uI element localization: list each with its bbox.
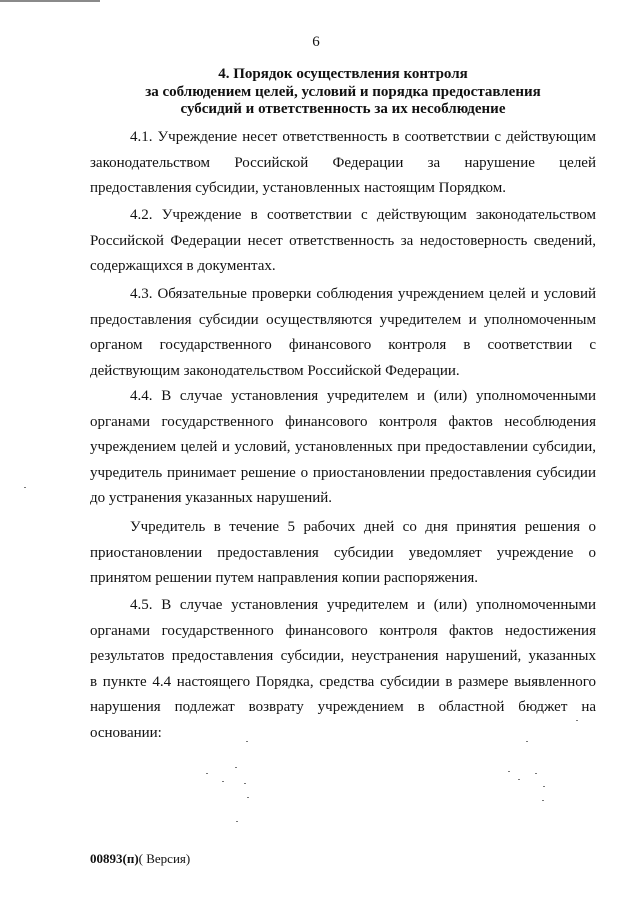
text-line: действующим законодательством Российской Федерации. bbox=[90, 362, 460, 379]
text-line: органами государственного финансового контроля фактов недостижения bbox=[90, 622, 596, 639]
text-line: Учредитель в течение 5 рабочих дней со дня принятия решения о bbox=[130, 519, 596, 535]
text-line: приостановлении предоставления субсидии уведомляет учреждение о bbox=[90, 544, 596, 561]
text-line: результатов предоставления субсидии, неустранения нарушений, указанных bbox=[90, 648, 596, 665]
paragraph-4-2 bbox=[90, 203, 596, 280]
text-line: 4.3. Обязательные проверки соблюдения учреждением целей и условий bbox=[130, 286, 596, 302]
paragraph-4-4-notice bbox=[90, 515, 596, 592]
text-line: 4.1. Учреждение несет ответственность в соответствии с действующим bbox=[130, 129, 596, 145]
heading-line-3: субсидий и ответственность за их несоблюдение bbox=[180, 101, 506, 117]
text-line: принятом решении путем направления копии распоряжения. bbox=[90, 570, 479, 587]
document-footer bbox=[90, 851, 190, 867]
top-edge-rule bbox=[0, 0, 100, 2]
text-line: в пункте 4.4 настоящего Порядка, средства субсидии в размере выявленного bbox=[90, 673, 596, 690]
paragraph-4-5 bbox=[90, 593, 596, 747]
footer-code: 00893(п) bbox=[90, 851, 139, 866]
text-line: нарушения подлежат возврату учреждением в областной бюджет на bbox=[90, 699, 596, 716]
text-line: законодательством Российской Федерации за нарушение целей bbox=[90, 154, 596, 171]
text-line: 4.4. В случае установления учредителем и (или) уполномоченными bbox=[130, 388, 596, 404]
heading-line-2: за соблюдением целей, условий и порядка предоставления bbox=[145, 83, 541, 100]
text-line: Российской Федерации несет ответственность за недостоверность сведений, bbox=[90, 232, 596, 249]
text-line: 4.2. Учреждение в соответствии с действующим законодательством bbox=[130, 207, 596, 223]
text-line: предоставления субсидии, установленных настоящим Порядком. bbox=[90, 180, 507, 197]
text-line: до устранения указанных нарушений. bbox=[90, 490, 333, 507]
text-line: учредитель принимает решение о приостановлении предоставления субсидии bbox=[90, 464, 596, 481]
section-heading bbox=[90, 66, 596, 119]
text-line: основании: bbox=[90, 724, 162, 741]
paragraph-4-4 bbox=[90, 384, 596, 512]
text-line: содержащихся в документах. bbox=[90, 258, 276, 275]
page-number: 6 bbox=[312, 34, 320, 50]
paragraph-4-1 bbox=[90, 125, 596, 202]
text-line: органами государственного финансового контроля фактов несоблюдения bbox=[90, 413, 596, 430]
text-line: учреждением целей и условий, установленных при предоставлении субсидии, bbox=[90, 439, 596, 456]
heading-line-1: 4. Порядок осуществления контроля bbox=[218, 66, 468, 82]
text-line: органом государственного финансового контроля в соответствии с bbox=[90, 337, 596, 354]
footer-version: ( Версия) bbox=[138, 851, 191, 866]
text-line: предоставления субсидии осуществляются учредителем и уполномоченным bbox=[90, 311, 596, 328]
paragraph-4-3 bbox=[90, 282, 596, 384]
text-line: 4.5. В случае установления учредителем и (или) уполномоченными bbox=[130, 597, 596, 613]
